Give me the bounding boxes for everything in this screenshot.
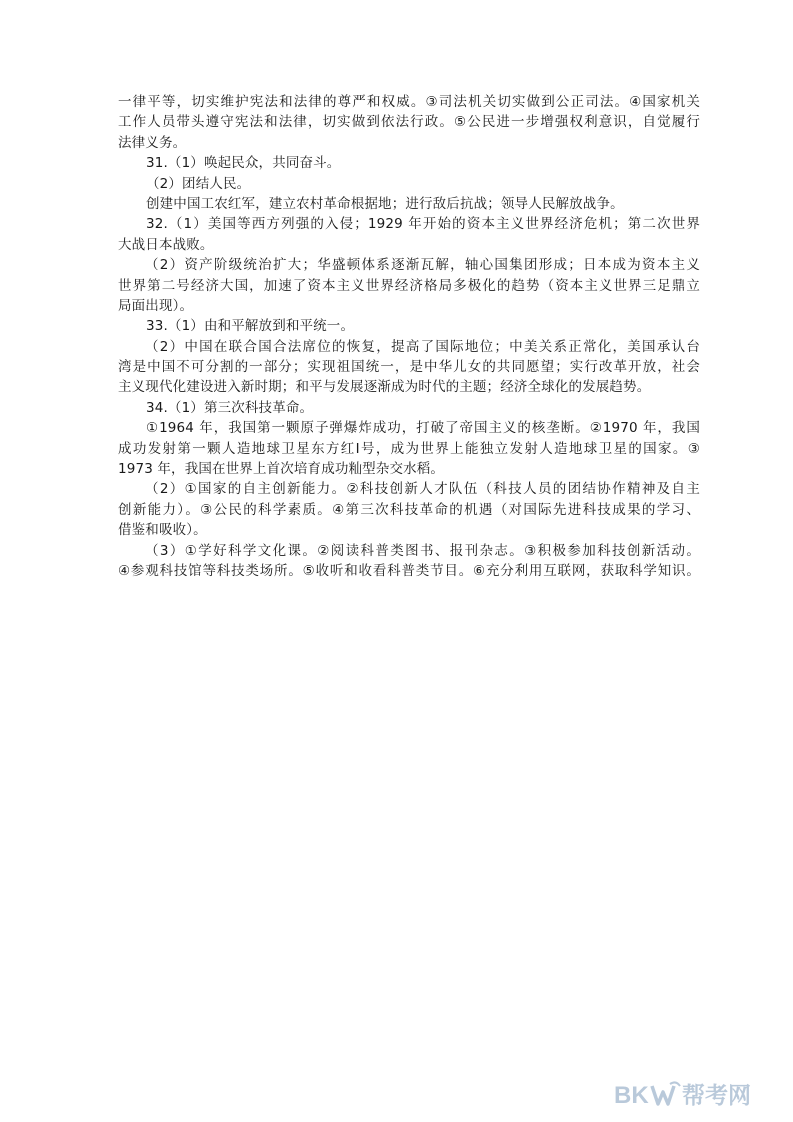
answer-31-part-2: （2）团结人民。 (146, 175, 251, 192)
answer-31-heading: 31.（1）唤起民众，共同奋斗。 (146, 155, 341, 172)
answer-text-block (118, 92, 700, 581)
answer-34-part-3: （3）①学好科学文化课。②阅读科普类图书、报刊杂志。③积极参加科技创新活动。 (145, 542, 700, 559)
answer-32-heading: 32.（1）美国等西方列强的入侵；1929 年开始的资本主义世界经济危机；第二次世界 (146, 216, 700, 233)
bkw-watermark-logo (612, 1078, 782, 1110)
answer-33-part-2-line-2: 湾是中国不可分割的一部分；实现祖国统一，是中华儿女的共同愿望；实行改革开放，社会 (118, 359, 700, 376)
answer-33-part-2-line-3: 主义现代化建设进入新时期；和平与发展逐渐成为时代的主题；经济全球化的发展趋势。 (118, 379, 651, 396)
text-line-3: 法律义务。 (118, 134, 187, 151)
watermark-logo-icon (612, 1078, 782, 1110)
answer-34-part-2-line-2: 创新能力）。③公民的科学素质。④第三次科技革命的机遇（对国际先进科技成果的学习、 (118, 501, 700, 518)
text-line-2: 工作人员带头遵守宪法和法律，切实做到依法行政。⑤公民进一步增强权利意识，自觉履行 (118, 114, 700, 131)
answer-32-part-2-line-2: 世界第二号经济大国，加速了资本主义世界经济格局多极化的趋势（资本主义世界三足鼎立 (118, 277, 700, 294)
answer-34-heading: 34.（1）第三次科技革命。 (146, 399, 314, 416)
answer-33-heading: 33.（1）由和平解放到和平统一。 (146, 318, 355, 335)
answer-34-part-2-line-3: 借鉴和吸收）。 (118, 522, 207, 539)
answer-34-part-3-line-2: ④参观科技馆等科技类场所。⑤收听和收看科普类节目。⑥充分利用互联网，获取科学知识。 (118, 562, 700, 579)
answer-31-detail: 创建中国工农红军，建立农村革命根据地；进行敌后抗战；领导人民解放战争。 (146, 195, 624, 212)
answer-33-part-2: （2）中国在联合国合法席位的恢复，提高了国际地位；中美关系正常化，美国承认台 (145, 338, 700, 355)
svg-text:BK: BK (614, 1082, 649, 1109)
answer-34-detail-line-3: 1973 年，我国在世界上首次培育成功籼型杂交水稻。 (118, 461, 445, 478)
text-line-1: 一律平等，切实维护宪法和法律的尊严和权威。③司法机关切实做到公正司法。④国家机关 (118, 94, 700, 110)
answer-34-detail: ①1964 年，我国第一颗原子弹爆炸成功，打破了帝国主义的核垄断。②1970 年，我国 (146, 420, 700, 437)
answer-34-part-2: （2）①国家的自主创新能力。②科技创新人才队伍（科技人员的团结协作精神及自主 (145, 481, 700, 498)
answer-32-part-2: （2）资产阶级统治扩大；华盛顿体系逐渐瓦解，轴心国集团形成；日本成为资本主义 (145, 257, 700, 274)
answer-34-detail-line-2: 成功发射第一颗人造地球卫星东方红Ⅰ号，成为世界上能独立发射人造地球卫星的国家。③ (118, 440, 700, 457)
svg-text:帮考网: 帮考网 (682, 1083, 751, 1109)
answer-32-part-2-line-3: 局面出现）。 (118, 297, 194, 314)
answer-32-continued: 大战日本战败。 (118, 236, 214, 253)
